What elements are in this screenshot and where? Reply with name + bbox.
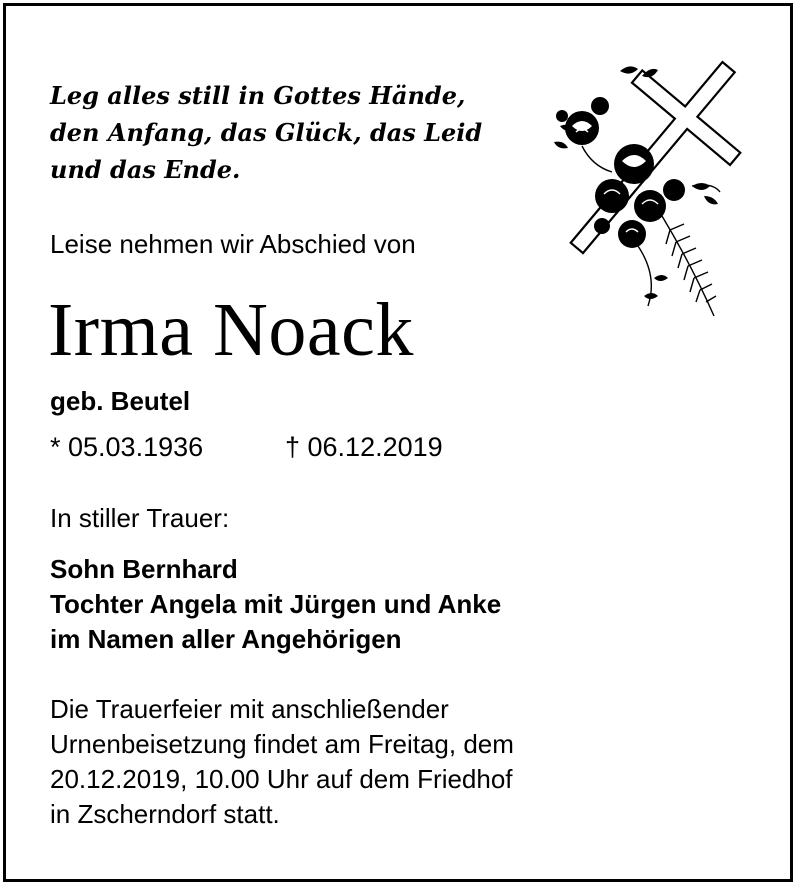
funeral-line: Urnenbeisetzung findet am Freitag, dem — [50, 729, 514, 759]
poem-line-3: und das Ende. — [50, 155, 241, 184]
mourner-line: im Namen aller Angehörigen — [50, 624, 402, 654]
deceased-name: Irma Noack — [48, 288, 414, 372]
poem-line-1: Leg alles still in Gottes Hände, — [50, 81, 466, 110]
death-date: † 06.12.2019 — [285, 432, 443, 462]
cross-with-roses-icon — [542, 46, 742, 326]
farewell-intro: Leise nehmen wir Abschied von — [50, 229, 416, 259]
funeral-details — [50, 692, 514, 832]
funeral-line: in Zscherndorf statt. — [50, 799, 280, 829]
funeral-line: 20.12.2019, 10.00 Uhr auf dem Friedhof — [50, 764, 513, 794]
mourners-list — [50, 552, 501, 657]
poem-line-2: den Anfang, das Glück, das Leid — [50, 118, 483, 147]
obituary-notice — [3, 3, 793, 882]
birth-name: geb. Beutel — [50, 386, 191, 416]
mourner-line: Tochter Angela mit Jürgen und Anke — [50, 589, 502, 619]
mourner-line: Sohn Bernhard — [50, 554, 238, 584]
poem — [50, 77, 482, 188]
funeral-line: Die Trauerfeier mit anschließender — [50, 694, 449, 724]
mourning-label: In stiller Trauer: — [50, 503, 230, 533]
birth-date: * 05.03.1936 — [50, 432, 204, 462]
